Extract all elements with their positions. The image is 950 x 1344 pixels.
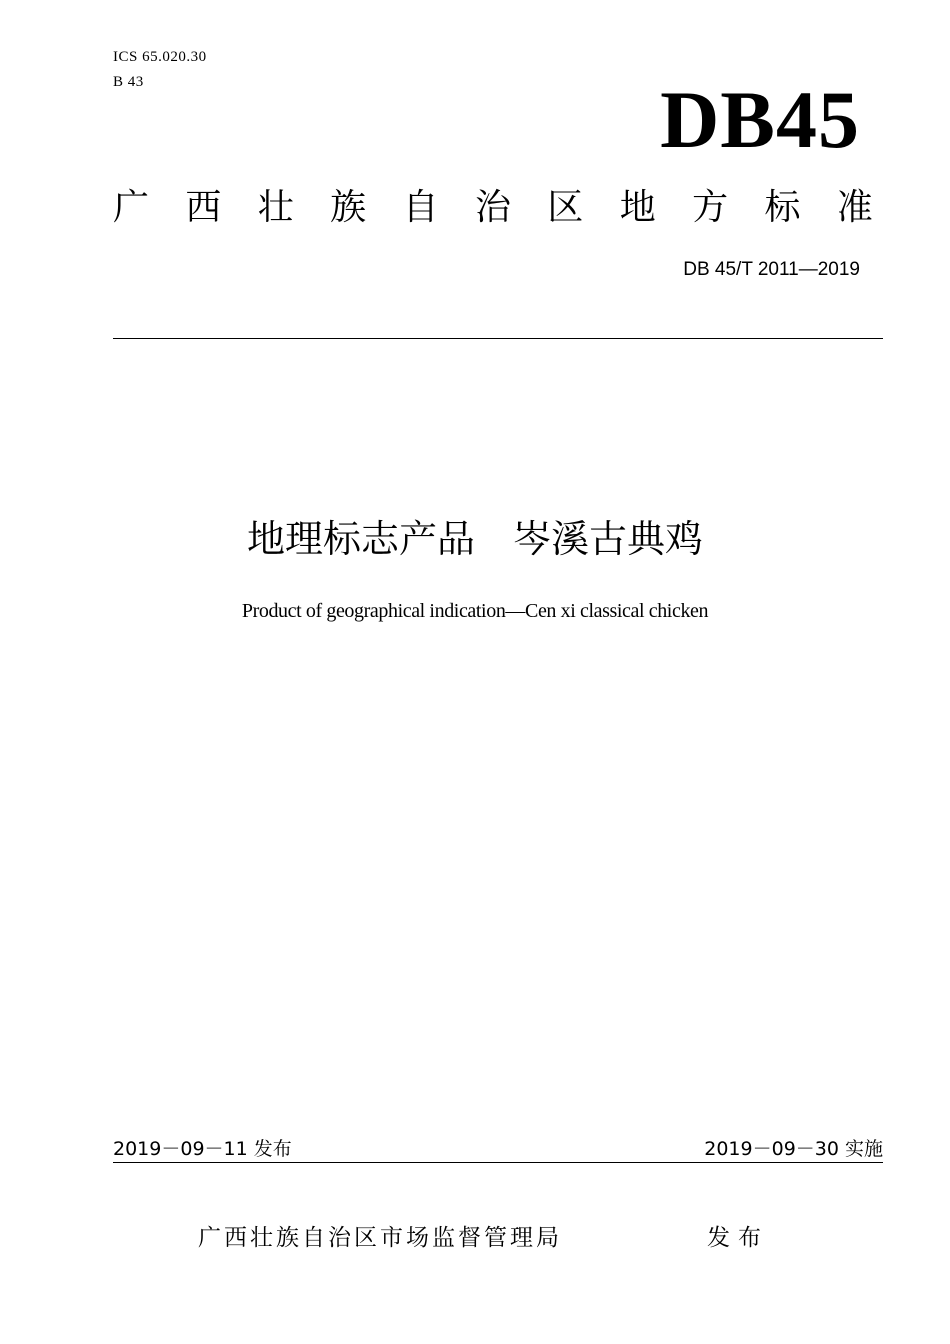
category-char: 方 (692, 187, 729, 228)
header-divider (113, 338, 883, 339)
date-divider (113, 1162, 883, 1163)
document-title-zh: 地理标志产品 岑溪古典鸡 (246, 517, 703, 561)
issue-date: 2019－09－11 发布 (113, 1138, 292, 1160)
standard-category-title (113, 186, 873, 230)
standard-number: DB 45/T 2011—2019 (683, 259, 860, 280)
category-char: 区 (547, 187, 584, 228)
publisher-name: 广西壮族自治区市场监督管理局 (198, 1225, 562, 1251)
category-char: 西 (185, 187, 222, 228)
category-char: 标 (764, 187, 801, 228)
standard-logo: DB45 (660, 74, 860, 165)
publish-label: 发布 (707, 1225, 769, 1251)
category-char: 广 (113, 187, 150, 228)
category-char: 治 (474, 187, 511, 228)
implementation-date: 2019－09－30 实施 (704, 1138, 883, 1160)
category-char: 地 (619, 187, 656, 228)
category-char: 壮 (257, 187, 294, 228)
document-title-en: Product of geographical indication—Cen xi classical chicken (241, 600, 709, 622)
ccs-code: B 43 (113, 74, 144, 90)
category-char: 族 (330, 187, 367, 228)
ics-code: ICS 65.020.30 (113, 49, 207, 65)
category-char: 准 (836, 187, 873, 228)
category-char: 自 (402, 187, 439, 228)
